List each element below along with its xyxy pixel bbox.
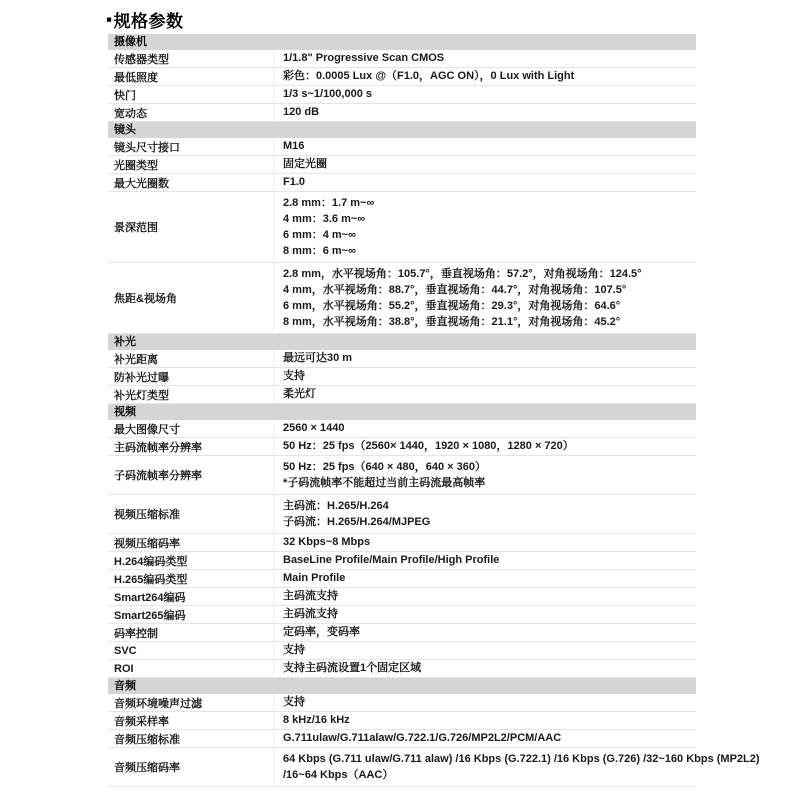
spec-value <box>274 156 696 173</box>
spec-value <box>274 748 764 786</box>
spec-label: 音频环境噪声过滤 <box>108 694 274 711</box>
spec-value-line: 主码流：H.265/H.264 <box>283 500 389 512</box>
spec-value-line: G.711ulaw/G.711alaw/G.722.1/G.726/MP2L2/PCM/AAC <box>283 732 562 744</box>
spec-value <box>274 438 696 455</box>
spec-value <box>274 624 696 641</box>
section-header: 镜头 <box>108 122 696 138</box>
section-header: 补光 <box>108 334 696 350</box>
spec-value-line: 32 Kbps~8 Mbps <box>283 536 371 548</box>
spec-row <box>108 660 696 678</box>
spec-value <box>274 68 696 85</box>
spec-value <box>274 86 696 103</box>
spec-row <box>108 68 696 86</box>
spec-row <box>108 570 696 588</box>
spec-value-line: 主码流支持 <box>283 608 338 620</box>
spec-value-line: 4 mm，水平视场角：88.7°，垂直视场角：44.7°，对角视场角：107.5° <box>283 284 627 296</box>
spec-label: 音频压缩码率 <box>108 748 274 786</box>
spec-value-line: 8 mm，水平视场角：38.8°，垂直视场角：21.1°，对角视场角：45.2° <box>283 316 621 328</box>
spec-value-line: 1/3 s~1/100,000 s <box>283 88 372 100</box>
spec-value <box>274 174 696 191</box>
spec-row <box>108 263 696 334</box>
spec-value <box>274 368 696 385</box>
spec-value-line: 2560 × 1440 <box>283 422 345 434</box>
spec-value-line: 8 mm：6 m~∞ <box>283 245 356 257</box>
spec-label: 光圈类型 <box>108 156 274 173</box>
section-header: 音频 <box>108 678 696 694</box>
spec-value <box>274 552 696 569</box>
spec-label: 补光灯类型 <box>108 386 274 403</box>
spec-value-line: *子码流帧率不能超过当前主码流最高帧率 <box>283 477 486 489</box>
spec-value <box>274 456 696 494</box>
spec-value-line: 8 kHz/16 kHz <box>283 714 350 726</box>
spec-value-line: 主码流支持 <box>283 590 338 602</box>
spec-row <box>108 438 696 456</box>
section-header: 摄像机 <box>108 34 696 50</box>
spec-value-line: 50 Hz：25 fps（640 × 480，640 × 360） <box>283 461 487 473</box>
spec-label: ROI <box>108 660 274 677</box>
spec-row <box>108 86 696 104</box>
spec-row <box>108 368 696 386</box>
spec-value-line: 柔光灯 <box>283 388 316 400</box>
spec-value-line: 支持 <box>283 644 305 656</box>
spec-value <box>274 694 696 711</box>
spec-row <box>108 534 696 552</box>
spec-value-line: 2.8 mm，水平视场角：105.7°，垂直视场角：57.2°，对角视场角：124.5° <box>283 268 642 280</box>
spec-label: H.265编码类型 <box>108 570 274 587</box>
spec-label: SVC <box>108 642 274 659</box>
spec-row <box>108 606 696 624</box>
spec-value-line: 彩色：0.0005 Lux @（F1.0，AGC ON），0 Lux with Light <box>283 70 575 82</box>
spec-table <box>108 34 760 787</box>
spec-row <box>108 456 696 495</box>
spec-value <box>274 534 696 551</box>
spec-value <box>274 712 696 729</box>
spec-value <box>274 192 696 262</box>
spec-value-line: 支持 <box>283 370 305 382</box>
spec-value-line: 支持 <box>283 696 305 708</box>
spec-label: 子码流帧率分辨率 <box>108 456 274 494</box>
spec-value-line: 120 dB <box>283 106 320 118</box>
spec-label: 补光距离 <box>108 350 274 367</box>
spec-value <box>274 730 696 747</box>
spec-row <box>108 642 696 660</box>
spec-row <box>108 588 696 606</box>
spec-row <box>108 156 696 174</box>
spec-value-line: 50 Hz：25 fps（2560× 1440，1920 × 1080，1280 × 720） <box>283 440 574 452</box>
spec-value-line: 定码率，变码率 <box>283 626 360 638</box>
spec-value-line: F1.0 <box>283 176 306 188</box>
spec-value-line: 子码流：H.265/H.264/MJPEG <box>283 516 431 528</box>
spec-value-line: Main Profile <box>283 572 346 584</box>
spec-value <box>274 138 696 155</box>
spec-label: 音频压缩标准 <box>108 730 274 747</box>
spec-row <box>108 192 696 263</box>
spec-row <box>108 712 696 730</box>
title-bullet-icon: ▪ <box>106 9 113 29</box>
spec-label: 最大光圈数 <box>108 174 274 191</box>
spec-value <box>274 104 696 121</box>
section-header: 视频 <box>108 404 696 420</box>
spec-value-line: 6 mm，水平视场角：55.2°，垂直视场角：29.3°，对角视场角：64.6° <box>283 300 621 312</box>
spec-label: 主码流帧率分辨率 <box>108 438 274 455</box>
spec-value-line: /16~64 Kbps（AAC） <box>283 769 394 781</box>
spec-value-line: 2.8 mm：1.7 m~∞ <box>283 197 375 209</box>
spec-row <box>108 730 696 748</box>
spec-label: 景深范围 <box>108 192 274 262</box>
spec-value-line: 固定光圈 <box>283 158 327 170</box>
spec-label: 最低照度 <box>108 68 274 85</box>
spec-value <box>274 495 696 533</box>
spec-value <box>274 50 696 67</box>
spec-label: H.264编码类型 <box>108 552 274 569</box>
spec-row <box>108 748 760 787</box>
spec-label: 最大图像尺寸 <box>108 420 274 437</box>
spec-value <box>274 263 696 333</box>
spec-label: 传感器类型 <box>108 50 274 67</box>
page-title <box>106 7 184 32</box>
spec-row <box>108 138 696 156</box>
spec-value <box>274 606 696 623</box>
spec-label: 视频压缩标准 <box>108 495 274 533</box>
spec-value-line: 支持主码流设置1个固定区域 <box>283 662 422 674</box>
spec-row <box>108 552 696 570</box>
spec-value <box>274 570 696 587</box>
spec-label: 防补光过曝 <box>108 368 274 385</box>
spec-row <box>108 386 696 404</box>
spec-value-line: 最远可达30 m <box>283 352 353 364</box>
spec-label: 快门 <box>108 86 274 103</box>
spec-value <box>274 642 696 659</box>
spec-row <box>108 50 696 68</box>
spec-label: Smart264编码 <box>108 588 274 605</box>
spec-value <box>274 386 696 403</box>
spec-row <box>108 104 696 122</box>
spec-label: 音频采样率 <box>108 712 274 729</box>
page-title-text: 规格参数 <box>113 12 184 31</box>
spec-row <box>108 420 696 438</box>
spec-value-line: 64 Kbps (G.711 ulaw/G.711 alaw) /16 Kbps (G.722.1) /16 Kbps (G.726) /32~160 Kbps (MP2L2) <box>283 753 760 765</box>
spec-row <box>108 174 696 192</box>
spec-row <box>108 350 696 368</box>
spec-label: 视频压缩码率 <box>108 534 274 551</box>
spec-label: 镜头尺寸接口 <box>108 138 274 155</box>
spec-value <box>274 420 696 437</box>
spec-label: 宽动态 <box>108 104 274 121</box>
spec-row <box>108 694 696 712</box>
spec-value-line: 6 mm：4 m~∞ <box>283 229 356 241</box>
spec-label: 码率控制 <box>108 624 274 641</box>
spec-label: 焦距&视场角 <box>108 263 274 333</box>
spec-value <box>274 350 696 367</box>
spec-label: Smart265编码 <box>108 606 274 623</box>
spec-row <box>108 624 696 642</box>
spec-row <box>108 495 696 534</box>
spec-value-line: BaseLine Profile/Main Profile/High Profile <box>283 554 500 566</box>
spec-value-line: 4 mm：3.6 m~∞ <box>283 213 366 225</box>
spec-value-line: 1/1.8" Progressive Scan CMOS <box>283 52 445 64</box>
spec-value-line: M16 <box>283 140 305 152</box>
spec-value <box>274 660 696 677</box>
spec-value <box>274 588 696 605</box>
